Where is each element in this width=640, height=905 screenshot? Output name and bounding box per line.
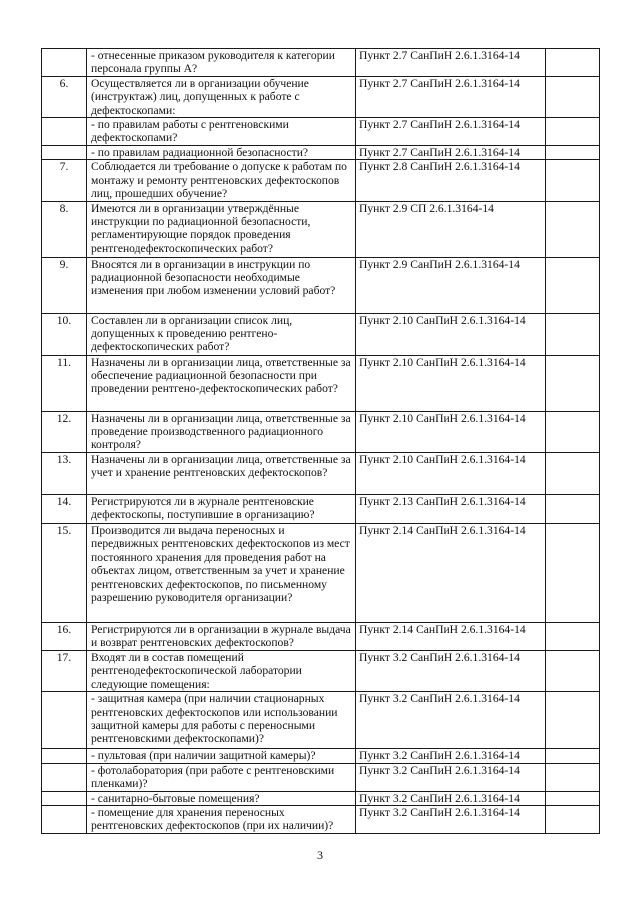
question-cell: Входят ли в состав помещений рентгенодефектоскопической лаборатории следующие помещения: (87, 650, 356, 691)
row-number: 8. (42, 201, 87, 257)
row-number: 15. (42, 523, 87, 622)
mark-cell (546, 622, 600, 650)
row-number: 7. (42, 160, 87, 201)
reference-cell: Пункт 2.7 СанПиН 2.6.1.3164-14 (356, 49, 546, 77)
question-cell: Регистрируются ли в журнале рентгеновские дефектоскопы, поступившие в организацию? (87, 494, 356, 523)
table-row (42, 494, 600, 523)
question-cell: - отнесенные приказом руководителя к категории персонала группы А? (87, 49, 356, 77)
table-row (42, 146, 600, 160)
mark-cell (546, 76, 600, 117)
row-number: 14. (42, 494, 87, 523)
row-number: 13. (42, 452, 87, 494)
table-row (42, 118, 600, 146)
row-number (42, 791, 87, 805)
mark-cell (546, 118, 600, 146)
table-row (42, 76, 600, 117)
mark-cell (546, 452, 600, 494)
reference-cell: Пункт 2.9 СП 2.6.1.3164-14 (356, 201, 546, 257)
table-row (42, 622, 600, 650)
mark-cell (546, 49, 600, 77)
table-row (42, 749, 600, 763)
question-cell: - фотолаборатория (при работе с рентгеновскими пленками)? (87, 763, 356, 791)
mark-cell (546, 355, 600, 411)
mark-cell (546, 650, 600, 691)
mark-cell (546, 313, 600, 355)
row-number (42, 805, 87, 833)
question-cell: Назначены ли в организации лица, ответственные за учет и хранение рентгеновских дефектоскопов? (87, 452, 356, 494)
row-number (42, 749, 87, 763)
mark-cell (546, 805, 600, 833)
question-cell: Составлен ли в организации список лиц, допущенных к проведению рентгено-дефектоскопических работ? (87, 313, 356, 355)
mark-cell (546, 523, 600, 622)
table-row (42, 692, 600, 749)
mark-cell (546, 257, 600, 313)
mark-cell (546, 201, 600, 257)
reference-cell: Пункт 3.2 СанПиН 2.6.1.3164-14 (356, 805, 546, 833)
reference-cell: Пункт 2.10 СанПиН 2.6.1.3164-14 (356, 452, 546, 494)
checklist-table (41, 48, 600, 834)
table-row (42, 791, 600, 805)
question-cell: Производится ли выдача переносных и передвижных рентгеновских дефектоскопов из мест постоянного хранения для проведения работ на объектах лицом, ответственным за учет и хранение рентгеновских дефектоскопов, по письменному разрешению руководителя организации? (87, 523, 356, 622)
row-number (42, 763, 87, 791)
reference-cell: Пункт 3.2 СанПиН 2.6.1.3164-14 (356, 692, 546, 749)
table-row (42, 411, 600, 452)
mark-cell (546, 763, 600, 791)
reference-cell: Пункт 2.10 СанПиН 2.6.1.3164-14 (356, 355, 546, 411)
table-row (42, 160, 600, 201)
row-number: 17. (42, 650, 87, 691)
reference-cell: Пункт 2.10 СанПиН 2.6.1.3164-14 (356, 411, 546, 452)
question-cell: Вносятся ли в организации в инструкции по радиационной безопасности необходимые изменения при любом изменении условий работ? (87, 257, 356, 313)
row-number: 10. (42, 313, 87, 355)
question-cell: Соблюдается ли требование о допуске к работам по монтажу и ремонту рентгеновских дефектоскопов лиц, прошедших обучение? (87, 160, 356, 201)
reference-cell: Пункт 3.2 СанПиН 2.6.1.3164-14 (356, 650, 546, 691)
row-number: 16. (42, 622, 87, 650)
table-row (42, 257, 600, 313)
reference-cell: Пункт 2.8 СанПиН 2.6.1.3164-14 (356, 160, 546, 201)
reference-cell: Пункт 3.2 СанПиН 2.6.1.3164-14 (356, 791, 546, 805)
row-number (42, 49, 87, 77)
mark-cell (546, 791, 600, 805)
question-cell: - помещение для хранения переносных рентгеновских дефектоскопов (при их наличии)? (87, 805, 356, 833)
table-row (42, 355, 600, 411)
table-row (42, 805, 600, 833)
reference-cell: Пункт 2.14 СанПиН 2.6.1.3164-14 (356, 523, 546, 622)
question-cell: - пультовая (при наличии защитной камеры)? (87, 749, 356, 763)
reference-cell: Пункт 3.2 СанПиН 2.6.1.3164-14 (356, 763, 546, 791)
reference-cell: Пункт 2.7 СанПиН 2.6.1.3164-14 (356, 76, 546, 117)
reference-cell: Пункт 3.2 СанПиН 2.6.1.3164-14 (356, 749, 546, 763)
mark-cell (546, 146, 600, 160)
mark-cell (546, 749, 600, 763)
table-row (42, 49, 600, 77)
row-number (42, 118, 87, 146)
question-cell: Назначены ли в организации лица, ответственные за обеспечение радиационной безопасности при проведении рентгено-дефектоскопических работ? (87, 355, 356, 411)
question-cell: - санитарно-бытовые помещения? (87, 791, 356, 805)
reference-cell: Пункт 2.10 СанПиН 2.6.1.3164-14 (356, 313, 546, 355)
row-number: 12. (42, 411, 87, 452)
table-row (42, 763, 600, 791)
table-row (42, 201, 600, 257)
reference-cell: Пункт 2.14 СанПиН 2.6.1.3164-14 (356, 622, 546, 650)
question-cell: Осуществляется ли в организации обучение (инструктаж) лиц, допущенных к работе с дефектоскопами: (87, 76, 356, 117)
question-cell: Назначены ли в организации лица, ответственные за проведение производственного радиационного контроля? (87, 411, 356, 452)
question-cell: Регистрируются ли в организации в журнале выдача и возврат рентгеновских дефектоскопов? (87, 622, 356, 650)
mark-cell (546, 494, 600, 523)
page-number: 3 (317, 848, 323, 862)
reference-cell: Пункт 2.9 СанПиН 2.6.1.3164-14 (356, 257, 546, 313)
table-row (42, 523, 600, 622)
reference-cell: Пункт 2.7 СанПиН 2.6.1.3164-14 (356, 146, 546, 160)
table-row (42, 452, 600, 494)
mark-cell (546, 160, 600, 201)
mark-cell (546, 692, 600, 749)
row-number (42, 146, 87, 160)
table-row (42, 650, 600, 691)
question-cell: - по правилам радиационной безопасности? (87, 146, 356, 160)
reference-cell: Пункт 2.13 СанПиН 2.6.1.3164-14 (356, 494, 546, 523)
row-number: 11. (42, 355, 87, 411)
table-row (42, 313, 600, 355)
question-cell: Имеются ли в организации утверждённые инструкции по радиационной безопасности, регламентирующие порядок проведения рентгенодефектоскопических работ? (87, 201, 356, 257)
row-number (42, 692, 87, 749)
mark-cell (546, 411, 600, 452)
question-cell: - по правилам работы с рентгеновскими дефектоскопами? (87, 118, 356, 146)
question-cell: - защитная камера (при наличии стационарных рентгеновских дефектоскопов или использовании защитной камеры для работы с переносными рентгеновскими дефектоскопами)? (87, 692, 356, 749)
row-number: 6. (42, 76, 87, 117)
reference-cell: Пункт 2.7 СанПиН 2.6.1.3164-14 (356, 118, 546, 146)
row-number: 9. (42, 257, 87, 313)
checklist-body (42, 49, 600, 834)
